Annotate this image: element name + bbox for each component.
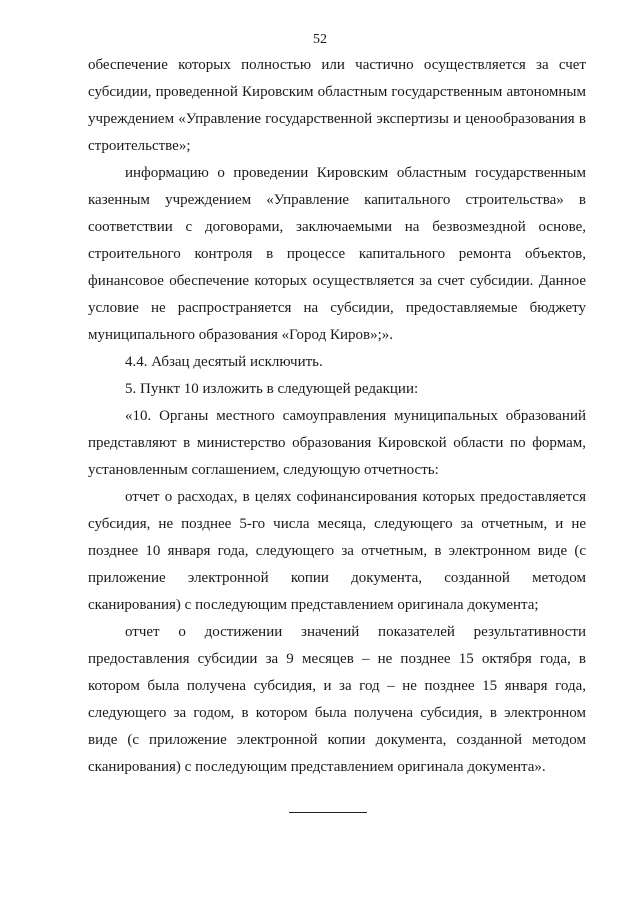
paragraph-item-4-4: 4.4. Абзац десятый исключить. (125, 354, 323, 370)
body-text (88, 52, 586, 781)
page-number: 52 (313, 32, 327, 47)
end-divider-line (289, 812, 367, 813)
paragraph-clause-10: «10. Органы местного самоуправления муниципальных образований представляют в министерство образования Кировской области по формам, установленным соглашением, следующую отчетность: (88, 408, 586, 478)
paragraph-expense-report: отчет о расходах, в целях софинансирования которых предоставляется субсидия, не позднее 5-го числа месяца, следующего за отчетным, и не позднее 10 января года, следующего за отчетным, в электронном виде (с приложение электронной копии документа, созданной методом сканирования) с последующим представлением оригинала документа; (88, 489, 586, 613)
paragraph-performance-report: отчет о достижении значений показателей результативности предоставления субсидии за 9 месяцев – не позднее 15 октября года, в котором была получена субсидия, и за год – не позднее 15 января года, следующего за годом, в котором была получена субсидия, в электронном виде (с приложение электронной копии документа, созданной методом сканирования) с последующим представлением оригинала документа». (88, 624, 586, 775)
paragraph-continuation: обеспечение которых полностью или частично осуществляется за счет субсидии, проведенной Кировским областным государственным автономным учреждением «Управление государственной экспертизы и ценообразования в строительстве»; (88, 57, 586, 154)
paragraph-item-5: 5. Пункт 10 изложить в следующей редакции: (125, 381, 419, 397)
paragraph-construction-control: информацию о проведении Кировским областным государственным казенным учреждением «Управление капитального строительства» в соответствии с договорами, заключаемыми на безвозмездной основе, строительного контроля в процессе капитального ремонта объектов, финансовое обеспечение которых осуществляется за счет субсидии. Данное условие не распространяется на субсидии, предоставляемые бюджету муниципального образования «Город Киров»;». (88, 165, 586, 343)
